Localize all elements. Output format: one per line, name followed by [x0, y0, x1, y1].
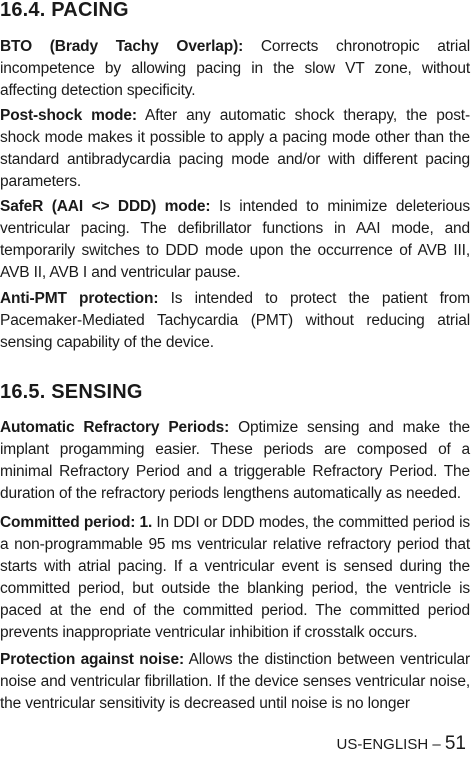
paragraph-noise-protection	[0, 649, 470, 715]
term-safer: SafeR (AAI <> DDD) mode:	[0, 198, 211, 215]
term-post-shock: Post-shock mode:	[0, 107, 137, 124]
term-auto-refractory: Automatic Refractory Periods:	[0, 419, 230, 436]
text-auto-refractory: Optimize sensing and make the implant progamming easier. These periods are composed of a minimal Refractory Period and a triggerable Refractory Period. The duration of the refractory periods lengthens automatically as needed.	[0, 419, 471, 502]
text-anti-pmt: Is intended to protect the patient from Pacemaker-Mediated Tachycardia (PMT) without reducing atrial sensing capability of the device.	[0, 290, 470, 351]
paragraph-anti-pmt	[0, 288, 470, 354]
page-number: 51	[444, 733, 466, 754]
section-heading-sensing: 16.5. SENSING	[0, 381, 143, 403]
paragraph-safer	[0, 196, 470, 284]
text-bto: Corrects chronotropic atrial incompetence by allowing pacing in the slow VT zone, without affecting detection specificity.	[0, 38, 470, 99]
text-safer: Is intended to minimize deleterious ventricular pacing. The defibrillator functions in AAI mode, and temporarily switches to DDD mode upon the occurrence of AVB III, AVB II, AVB I and ventricular pause.	[0, 198, 471, 281]
text-post-shock: After any automatic shock therapy, the post-shock mode makes it possible to apply a pacing mode other than the standard antibradycardia pacing mode and/or with different pacing parameters.	[0, 107, 470, 190]
term-committed-period: Committed period: 1.	[0, 514, 153, 531]
footer-language-label: US-ENGLISH –	[336, 736, 445, 753]
section-heading-pacing: 16.4. PACING	[0, 0, 129, 21]
paragraph-auto-refractory	[0, 417, 470, 505]
page-footer	[336, 733, 466, 756]
text-committed-period: In DDI or DDD modes, the committed period is a non-programmable 95 ms ventricular relative refractory period that starts with atrial pacing. If a ventricular event is sensed during the committed period, but outside the blanking period, the ventricle is paced at the end of the committed period. The committed period prevents inappropriate ventricular inhibition if crosstalk occurs.	[0, 514, 471, 641]
paragraph-bto	[0, 36, 470, 102]
term-noise-protection: Protection against noise:	[0, 651, 184, 668]
paragraph-post-shock	[0, 105, 470, 193]
paragraph-committed-period	[0, 512, 470, 644]
term-anti-pmt: Anti-PMT protection:	[0, 290, 159, 307]
text-noise-protection: Allows the distinction between ventricular noise and ventricular fibrillation. If the device senses ventricular noise, the ventricular sensitivity is decreased until noise is no longer	[0, 651, 471, 712]
term-bto: BTO (Brady Tachy Overlap):	[0, 38, 244, 55]
